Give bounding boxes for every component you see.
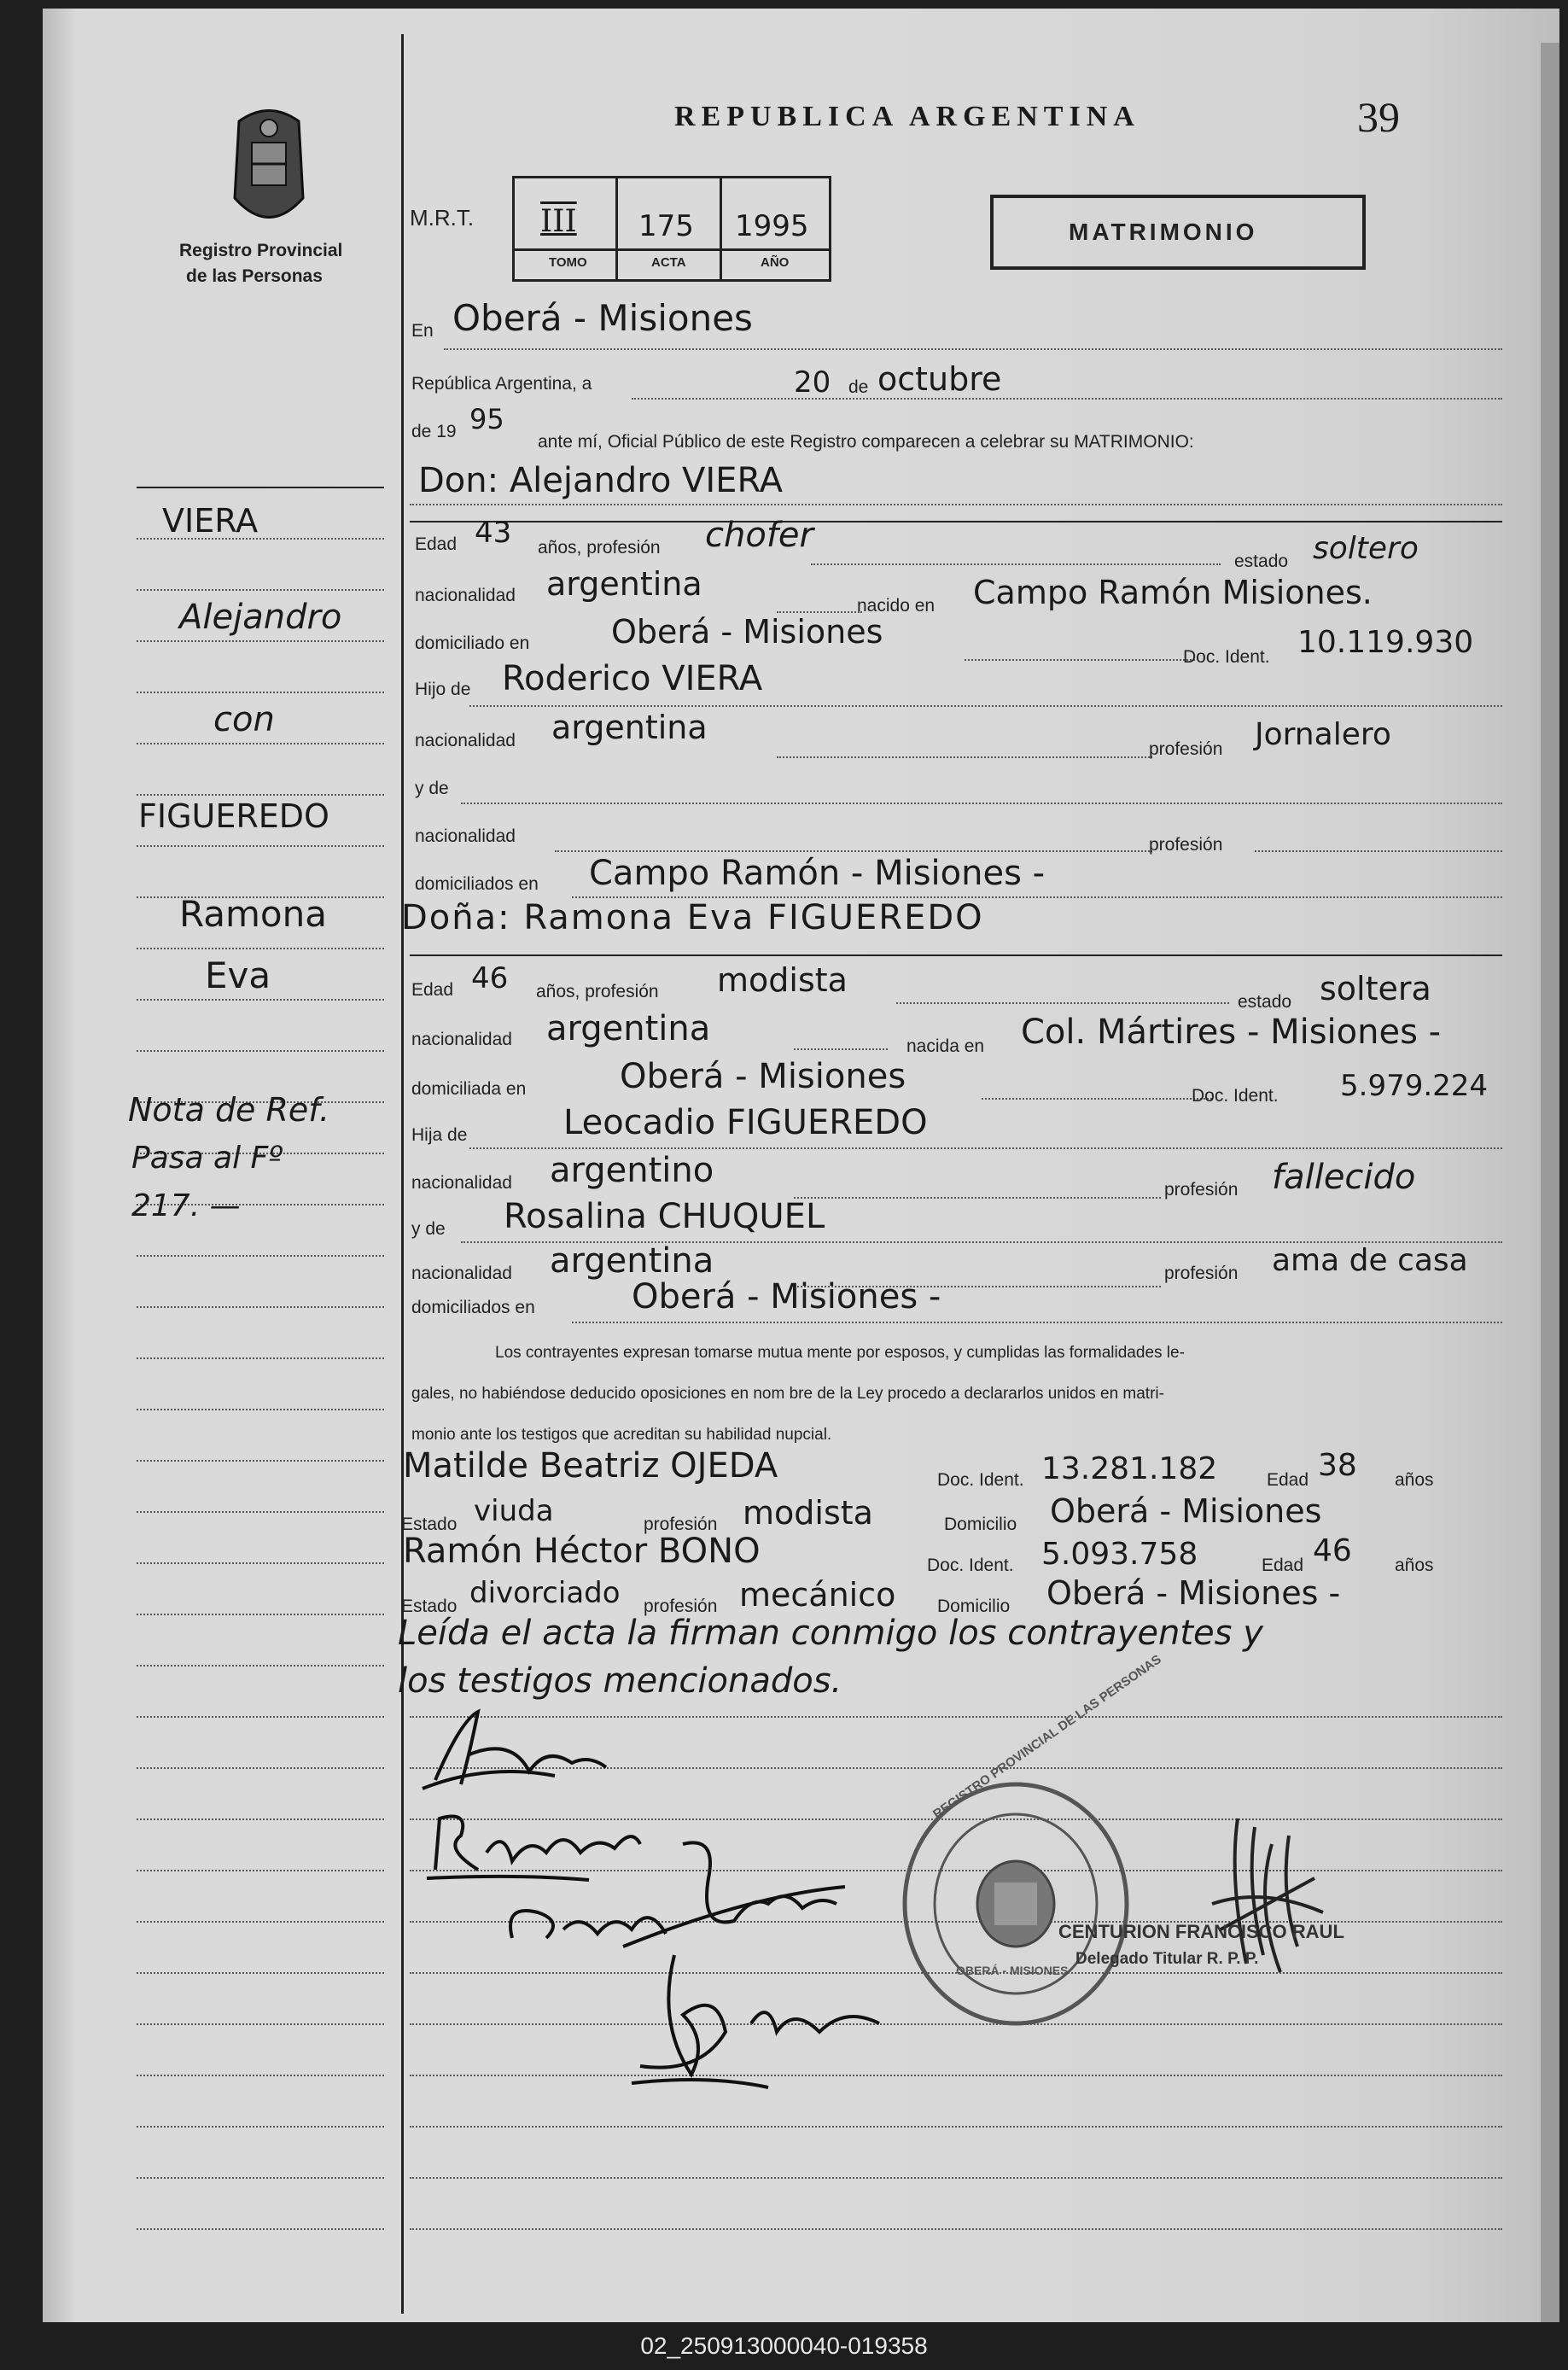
witness1-edad-label: Edad bbox=[1267, 1470, 1309, 1490]
stamp-inner-text: OBERÁ - MISIONES bbox=[956, 1964, 1069, 1977]
witness1-profession: modista bbox=[743, 1494, 873, 1532]
margin-note1: Nota de Ref. bbox=[128, 1091, 330, 1129]
groom-doc: 10.119.930 bbox=[1297, 625, 1474, 660]
margin-note3: 217. — bbox=[131, 1188, 241, 1223]
mrt-label: M.R.T. bbox=[410, 205, 475, 231]
registry-name-line2: de las Personas bbox=[186, 266, 323, 286]
year-suffix: 95 bbox=[469, 403, 504, 435]
tomo-value: III bbox=[540, 204, 577, 239]
bride-estado-label: estado bbox=[1238, 992, 1292, 1012]
groom-signature bbox=[418, 1703, 623, 1801]
witness1-estado-label: Estado bbox=[401, 1515, 458, 1534]
witness1-estado: viuda bbox=[474, 1494, 554, 1528]
margin-name2b: Eva bbox=[205, 954, 271, 996]
groom-birthplace: Campo Ramón Misiones. bbox=[973, 574, 1373, 611]
en-label: En bbox=[411, 321, 434, 341]
margin-name1: Alejandro bbox=[179, 598, 342, 637]
groom-father-nac: argentina bbox=[551, 709, 708, 746]
groom-domicile: Oberá - Misiones bbox=[611, 613, 883, 651]
day: 20 bbox=[794, 365, 831, 400]
margin-note2: Pasa al Fº bbox=[131, 1141, 283, 1176]
witness1-dom-label: Domicilio bbox=[944, 1515, 1017, 1534]
groom-yde-label: y de bbox=[415, 779, 449, 798]
ano-value: 1995 bbox=[735, 209, 809, 243]
acta-label: ACTA bbox=[651, 255, 686, 270]
groom-age: 43 bbox=[475, 516, 512, 550]
groom-nationality: argentina bbox=[546, 565, 702, 603]
bride-birthplace: Col. Mártires - Misiones - bbox=[1021, 1013, 1442, 1052]
de19-label: de 19 bbox=[411, 422, 457, 441]
groom-parents-dom: Campo Ramón - Misiones - bbox=[589, 854, 1046, 893]
bride-profession: modista bbox=[717, 961, 848, 999]
declaration-line3: monio ante los testigos que acreditan su habilidad nupcial. bbox=[411, 1426, 832, 1444]
declaration-line2: gales, no habiéndose deducido oposiciones en nom bre de la Ley procedo a declararlos unidos en matri- bbox=[411, 1385, 1164, 1403]
groom-mother-nac-label: nacionalidad bbox=[415, 826, 516, 846]
page-number: 39 bbox=[1357, 93, 1400, 141]
witness2-age: 46 bbox=[1313, 1533, 1352, 1568]
groom-anos-prof-label: años, profesión bbox=[538, 538, 661, 557]
witness2-estado-label: Estado bbox=[401, 1597, 458, 1616]
image-id-caption: 02_250913000040-019358 bbox=[640, 2332, 928, 2359]
month: octubre bbox=[877, 360, 1002, 398]
margin-con: con bbox=[213, 700, 275, 739]
bride-domicile: Oberá - Misiones bbox=[620, 1057, 906, 1096]
closing-line1: Leída el acta la firman conmigo los contrayentes y bbox=[398, 1614, 1263, 1653]
witness1-name: Matilde Beatriz OJEDA bbox=[403, 1446, 778, 1486]
declaration-line1: Los contrayentes expresan tomarse mutua mente por esposos, y cumplidas las formalidades le- bbox=[495, 1344, 1185, 1362]
bride-mother-nac-label: nacionalidad bbox=[411, 1264, 512, 1283]
bride-dom-label: domiciliada en bbox=[411, 1079, 527, 1099]
witness2-estado: divorciado bbox=[469, 1576, 621, 1610]
witness2-anos-label: años bbox=[1395, 1556, 1434, 1575]
tomo-label: TOMO bbox=[549, 255, 587, 270]
bride-mother: Rosalina CHUQUEL bbox=[504, 1197, 825, 1236]
groom-estado-label: estado bbox=[1234, 552, 1289, 571]
groom-father-nac-label: nacionalidad bbox=[415, 731, 516, 750]
bride-edad-label: Edad bbox=[411, 980, 454, 1000]
closing-line2: los testigos mencionados. bbox=[398, 1661, 842, 1701]
bride-doms-label: domiciliados en bbox=[411, 1298, 535, 1317]
groom-dom-label: domiciliado en bbox=[415, 633, 530, 653]
bride-yde-label: y de bbox=[411, 1219, 446, 1239]
bride-nationality: argentina bbox=[546, 1009, 711, 1048]
groom-doms-label: domiciliados en bbox=[415, 874, 539, 894]
witness2-edad-label: Edad bbox=[1262, 1556, 1304, 1575]
bride-doc: 5.979.224 bbox=[1340, 1069, 1489, 1103]
bride-name: Doña: Ramona Eva FIGUEREDO bbox=[401, 898, 984, 937]
place: Oberá - Misiones bbox=[452, 297, 753, 339]
ante-text: ante mí, Oficial Público de este Registro comparecen a celebrar su MATRIMONIO: bbox=[538, 432, 1194, 452]
de-label: de bbox=[848, 377, 869, 397]
groom-doc-label: Doc. Ident. bbox=[1183, 647, 1270, 667]
bride-mother-prof-label: profesión bbox=[1164, 1264, 1239, 1283]
witness2-dom-label: Domicilio bbox=[937, 1597, 1011, 1616]
groom-mother-prof-label: profesión bbox=[1149, 835, 1223, 855]
witness2-name: Ramón Héctor BONO bbox=[403, 1532, 761, 1571]
groom-father: Roderico VIERA bbox=[502, 659, 763, 698]
groom-nacido-label: nacido en bbox=[857, 596, 936, 616]
bride-hija-label: Hija de bbox=[411, 1125, 468, 1145]
witness2-doc-label: Doc. Ident. bbox=[927, 1556, 1014, 1575]
witness1-doc-label: Doc. Ident. bbox=[937, 1470, 1024, 1490]
witness2-doc: 5.093.758 bbox=[1041, 1537, 1198, 1572]
doc-type-label: MATRIMONIO bbox=[1069, 219, 1258, 245]
bride-father-prof-label: profesión bbox=[1164, 1180, 1239, 1200]
witness1-domicile: Oberá - Misiones bbox=[1050, 1492, 1322, 1530]
bride-father: Leocadio FIGUEREDO bbox=[563, 1103, 928, 1142]
groom-estado: soltero bbox=[1313, 531, 1419, 566]
bride-nac-label: nacionalidad bbox=[411, 1030, 512, 1049]
ano-label: AÑO bbox=[761, 255, 790, 270]
groom-edad-label: Edad bbox=[415, 534, 458, 554]
acta-value: 175 bbox=[638, 209, 694, 243]
tomo-divider bbox=[615, 178, 618, 279]
groom-nac-label: nacionalidad bbox=[415, 586, 516, 605]
witness2-domicile: Oberá - Misiones - bbox=[1046, 1574, 1341, 1612]
witness1-anos-label: años bbox=[1395, 1470, 1434, 1490]
registry-stamp bbox=[896, 1776, 1135, 2036]
margin-surname2: FIGUEREDO bbox=[138, 797, 329, 835]
bride-mother-prof: ama de casa bbox=[1272, 1243, 1468, 1278]
bride-father-nac: argentino bbox=[550, 1151, 714, 1190]
country-title: REPUBLICA ARGENTINA bbox=[674, 101, 1140, 132]
bride-nacida-label: nacida en bbox=[906, 1036, 985, 1056]
witness1-age: 38 bbox=[1318, 1448, 1357, 1483]
bride-mother-nac: argentina bbox=[550, 1241, 714, 1281]
registry-name-line1: Registro Provincial bbox=[179, 241, 343, 260]
bride-doc-label: Doc. Ident. bbox=[1192, 1086, 1279, 1106]
official-title: Delegado Titular R. P. P. bbox=[1075, 1950, 1259, 1968]
groom-father-prof: Jornalero bbox=[1255, 717, 1391, 752]
page-edge-shadow bbox=[1541, 43, 1559, 2322]
coat-of-arms-icon bbox=[213, 104, 324, 236]
record-number-box bbox=[512, 176, 831, 282]
margin-divider bbox=[401, 34, 404, 2314]
stamp-ring-text: REGISTRO PROVINCIAL DE LAS PERSONAS bbox=[930, 1652, 1164, 1822]
margin-surname1: VIERA bbox=[162, 502, 259, 540]
bride-anos-prof-label: años, profesión bbox=[536, 982, 659, 1001]
official-name: CENTURION FRANCISCO RAUL bbox=[1058, 1921, 1344, 1942]
doc-type-box bbox=[990, 195, 1366, 270]
witness2-profession: mecánico bbox=[739, 1576, 896, 1614]
witness1-doc: 13.281.182 bbox=[1041, 1451, 1218, 1486]
groom-profession: chofer bbox=[705, 516, 813, 555]
bride-age: 46 bbox=[471, 961, 509, 995]
groom-name: Don: Alejandro VIERA bbox=[418, 461, 783, 500]
witness2-prof-label: profesión bbox=[644, 1597, 718, 1616]
republica-label: República Argentina, a bbox=[411, 374, 592, 394]
witness2-signature bbox=[623, 1938, 905, 2096]
witness1-prof-label: profesión bbox=[644, 1515, 718, 1534]
bride-parents-dom: Oberá - Misiones - bbox=[632, 1277, 941, 1316]
document-page bbox=[43, 9, 1559, 2322]
acta-divider bbox=[720, 178, 722, 279]
groom-father-prof-label: profesión bbox=[1149, 739, 1223, 759]
margin-name2a: Ramona bbox=[179, 893, 327, 935]
bride-father-nac-label: nacionalidad bbox=[411, 1173, 512, 1193]
groom-hijo-label: Hijo de bbox=[415, 680, 471, 699]
bride-estado: soltera bbox=[1320, 970, 1431, 1007]
bride-father-prof: fallecido bbox=[1272, 1158, 1416, 1197]
